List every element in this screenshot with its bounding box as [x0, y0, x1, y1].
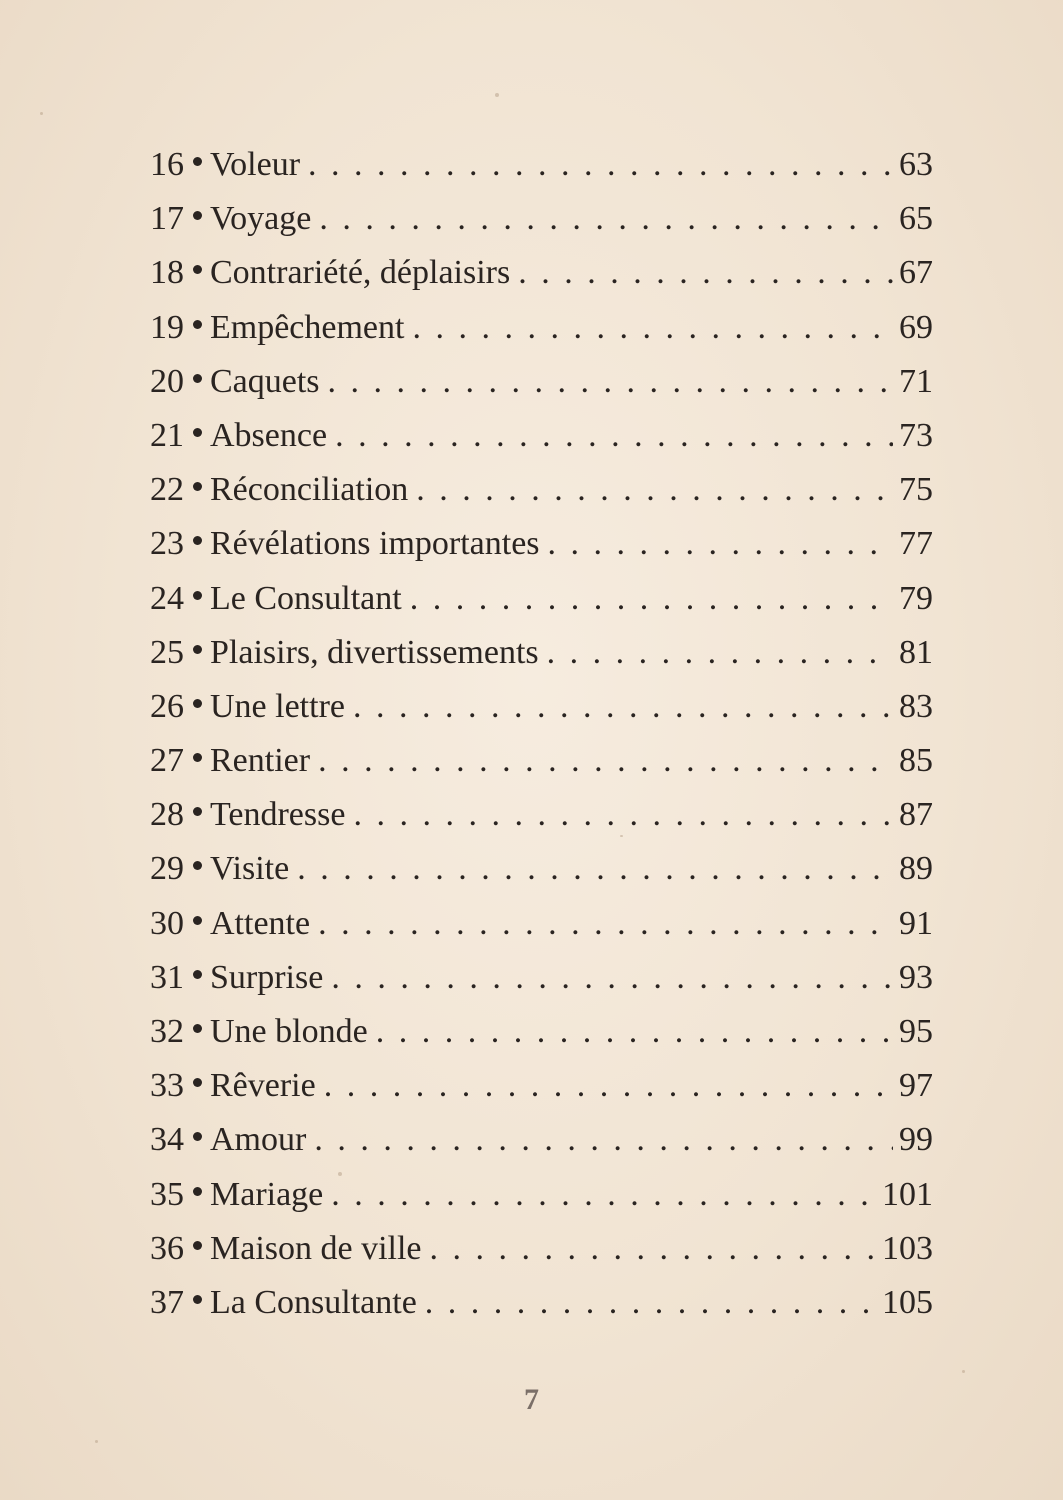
dot-leader — [412, 301, 893, 355]
toc-entry-page: 69 — [899, 308, 933, 346]
toc-entry-title: Maison de ville — [210, 1229, 422, 1267]
toc-entry — [150, 246, 933, 300]
bullet-icon — [193, 645, 202, 654]
dot-leader — [430, 1222, 876, 1276]
toc-entry-page: 99 — [899, 1121, 933, 1159]
bullet-icon — [193, 1295, 202, 1304]
toc-entry — [150, 572, 933, 626]
toc-entry-title: Empêchement — [210, 308, 405, 346]
toc-entry-page: 103 — [882, 1229, 933, 1267]
bullet-icon — [193, 482, 202, 491]
bullet-icon — [193, 753, 202, 762]
toc-entry-page: 95 — [899, 1013, 933, 1050]
dot-leader — [331, 1168, 876, 1222]
toc-entry-page: 91 — [899, 904, 933, 942]
bullet-icon — [193, 428, 202, 437]
toc-entry-number: 27 — [150, 742, 184, 780]
paper-speck — [495, 93, 499, 97]
toc-entry-number: 22 — [150, 471, 184, 509]
toc-entry — [150, 734, 933, 788]
toc-entry-page: 63 — [899, 146, 933, 183]
toc-entry-title: Révélations importantes — [210, 525, 540, 563]
dot-leader — [518, 246, 893, 300]
toc-entry-number: 20 — [150, 362, 184, 400]
toc-entry-number: 21 — [150, 416, 184, 454]
toc-entry-number: 17 — [150, 200, 184, 238]
toc-entry-page: 97 — [899, 1067, 933, 1105]
bullet-icon — [193, 591, 202, 600]
toc-entry-title: Voleur — [210, 146, 301, 183]
dot-leader — [308, 138, 893, 192]
toc-entry-title: Rentier — [210, 742, 311, 780]
toc-entry-page: 81 — [899, 633, 933, 671]
toc-entry-number: 31 — [150, 958, 184, 996]
toc-entry-title: Plaisirs, divertissements — [210, 633, 539, 671]
paper-speck — [40, 112, 43, 115]
toc-entry-page: 77 — [899, 525, 933, 563]
dot-leader — [376, 1005, 893, 1059]
toc-entry-title: Attente — [210, 904, 311, 942]
toc-entry-number: 18 — [150, 254, 184, 292]
toc-entry-title: Absence — [210, 416, 328, 454]
toc-entry-number: 35 — [150, 1175, 184, 1213]
toc-entry-page: 83 — [899, 687, 933, 725]
table-of-contents — [150, 138, 933, 1330]
dot-leader — [425, 1276, 876, 1330]
toc-entry-title: Rêverie — [210, 1067, 316, 1105]
dot-leader — [410, 572, 893, 626]
bullet-icon — [193, 1078, 202, 1087]
toc-entry — [150, 1005, 933, 1059]
toc-entry — [150, 626, 933, 680]
toc-entry-page: 75 — [899, 471, 933, 509]
toc-entry-page: 73 — [899, 416, 933, 454]
toc-entry-number: 30 — [150, 904, 184, 942]
toc-entry — [150, 192, 933, 246]
toc-entry-title: Voyage — [210, 200, 312, 238]
bullet-icon — [193, 536, 202, 545]
toc-entry-title: Une blonde — [210, 1013, 368, 1050]
toc-entry — [150, 138, 933, 192]
bullet-icon — [193, 1132, 202, 1141]
dot-leader — [318, 734, 893, 788]
dot-leader — [328, 355, 893, 409]
dot-leader — [331, 951, 893, 1005]
toc-entry-title: Amour — [210, 1121, 307, 1159]
toc-entry-page: 87 — [899, 796, 933, 834]
toc-entry — [150, 897, 933, 951]
toc-entry-page: 89 — [899, 850, 933, 888]
paper-speck — [95, 1440, 98, 1443]
toc-entry-number: 34 — [150, 1121, 184, 1159]
dot-leader — [547, 626, 893, 680]
toc-entry-title: Visite — [210, 850, 290, 888]
toc-entry-title: Contrariété, déplaisirs — [210, 254, 511, 292]
toc-entry-title: Tendresse — [210, 796, 346, 834]
bullet-icon — [193, 1241, 202, 1250]
toc-entry-title: Surprise — [210, 958, 324, 996]
paper-speck — [962, 1370, 965, 1373]
toc-entry-page: 85 — [899, 742, 933, 780]
bullet-icon — [193, 916, 202, 925]
dot-leader — [548, 517, 893, 571]
toc-entry-number: 23 — [150, 525, 184, 563]
toc-entry-number: 16 — [150, 146, 184, 183]
toc-entry — [150, 409, 933, 463]
bullet-icon — [193, 699, 202, 708]
toc-entry — [150, 951, 933, 1005]
toc-entry-page: 79 — [899, 579, 933, 617]
dot-leader — [319, 192, 893, 246]
dot-leader — [353, 788, 893, 842]
bullet-icon — [193, 211, 202, 220]
page-number: 7 — [524, 1383, 539, 1416]
toc-entry-number: 28 — [150, 796, 184, 834]
dot-leader — [416, 463, 893, 517]
bullet-icon — [193, 374, 202, 383]
toc-entry-title: Réconciliation — [210, 471, 409, 509]
toc-entry-number: 33 — [150, 1067, 184, 1105]
toc-entry — [150, 1222, 933, 1276]
toc-entry-page: 105 — [882, 1283, 933, 1321]
toc-entry-number: 29 — [150, 850, 184, 888]
dot-leader — [324, 1059, 893, 1113]
toc-entry-title: Mariage — [210, 1175, 324, 1213]
toc-entry-number: 37 — [150, 1283, 184, 1321]
dot-leader — [318, 897, 893, 951]
bullet-icon — [193, 807, 202, 816]
bullet-icon — [193, 1187, 202, 1196]
toc-entry-title: Une lettre — [210, 687, 345, 725]
toc-entry — [150, 842, 933, 896]
toc-entry — [150, 1276, 933, 1330]
toc-entry-title: La Consultante — [210, 1283, 417, 1321]
dot-leader — [297, 842, 893, 896]
toc-entry — [150, 301, 933, 355]
toc-entry-title: Le Consultant — [210, 579, 402, 617]
bullet-icon — [193, 861, 202, 870]
toc-entry-page: 93 — [899, 958, 933, 996]
bullet-icon — [193, 320, 202, 329]
bullet-icon — [193, 157, 202, 166]
toc-entry-number: 26 — [150, 687, 184, 725]
toc-entry — [150, 1113, 933, 1167]
toc-entry-page: 101 — [882, 1175, 933, 1213]
toc-entry-page: 65 — [899, 200, 933, 238]
toc-entry-number: 24 — [150, 579, 184, 617]
dot-leader — [335, 409, 893, 463]
toc-entry-page: 71 — [899, 362, 933, 400]
toc-entry — [150, 1059, 933, 1113]
toc-entry — [150, 463, 933, 517]
toc-entry — [150, 788, 933, 842]
toc-entry — [150, 680, 933, 734]
bullet-icon — [193, 1024, 202, 1033]
dot-leader — [353, 680, 893, 734]
bullet-icon — [193, 970, 202, 979]
toc-entry-page: 67 — [899, 254, 933, 292]
bullet-icon — [193, 265, 202, 274]
dot-leader — [314, 1113, 893, 1167]
toc-entry-number: 19 — [150, 308, 184, 346]
toc-entry — [150, 355, 933, 409]
toc-entry-number: 32 — [150, 1013, 184, 1050]
toc-entry-number: 36 — [150, 1229, 184, 1267]
toc-entry-title: Caquets — [210, 362, 320, 400]
toc-entry — [150, 517, 933, 571]
toc-entry — [150, 1168, 933, 1222]
toc-entry-number: 25 — [150, 633, 184, 671]
